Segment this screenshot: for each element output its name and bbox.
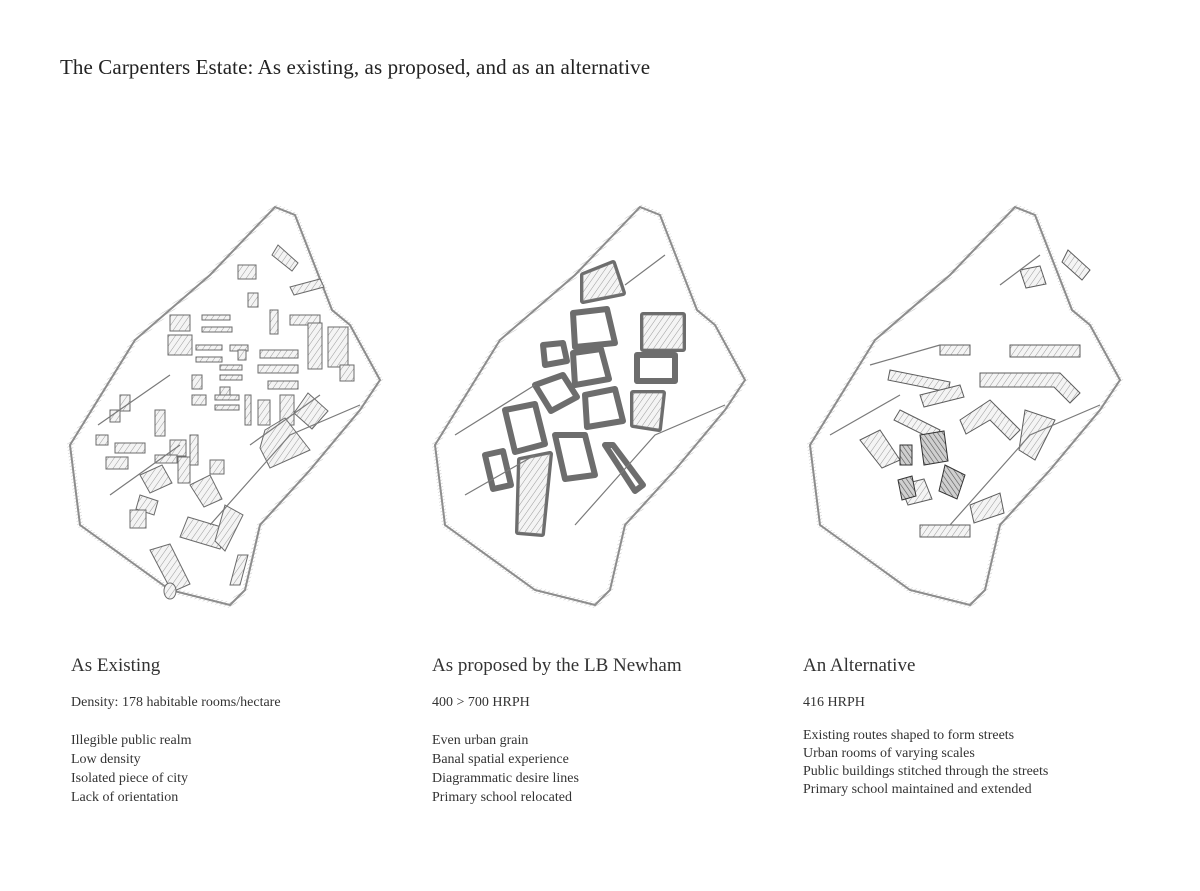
street-wall-blocks <box>860 250 1090 537</box>
list-item: Primary school maintained and extended <box>803 782 1032 797</box>
density-label: 400 > 700 HRPH <box>432 695 530 710</box>
points-list <box>71 731 411 807</box>
panel-heading: As Existing <box>71 655 161 676</box>
points-list <box>803 727 1143 799</box>
points-list <box>432 731 772 807</box>
caption-alternative <box>803 655 1143 799</box>
page-title: The Carpenters Estate: As existing, as proposed, and as an alternative <box>60 55 651 79</box>
list-item: Primary school relocated <box>432 790 572 805</box>
list-item: Illegible public realm <box>71 733 192 748</box>
density-label: 416 HRPH <box>803 695 865 710</box>
site-plan-proposed <box>425 195 755 615</box>
site-plan-alternative <box>800 195 1130 615</box>
list-item: Diagrammatic desire lines <box>432 771 579 786</box>
public-buildings <box>898 431 965 500</box>
site-plan-existing <box>60 195 390 615</box>
caption-proposed <box>432 655 772 807</box>
list-item: Low density <box>71 752 141 767</box>
density-label: Density: 178 habitable rooms/hectare <box>71 695 281 710</box>
panel-heading: An Alternative <box>803 655 916 676</box>
list-item: Existing routes shaped to form streets <box>803 728 1015 743</box>
list-item: Even urban grain <box>432 733 529 748</box>
list-item: Isolated piece of city <box>71 771 189 786</box>
panel-heading: As proposed by the LB Newham <box>432 655 682 676</box>
caption-existing <box>71 655 411 807</box>
building-blocks <box>96 245 354 599</box>
list-item: Lack of orientation <box>71 790 179 805</box>
list-item: Public buildings stitched through the streets <box>803 764 1049 779</box>
list-item: Banal spatial experience <box>432 752 569 767</box>
list-item: Urban rooms of varying scales <box>803 746 975 761</box>
